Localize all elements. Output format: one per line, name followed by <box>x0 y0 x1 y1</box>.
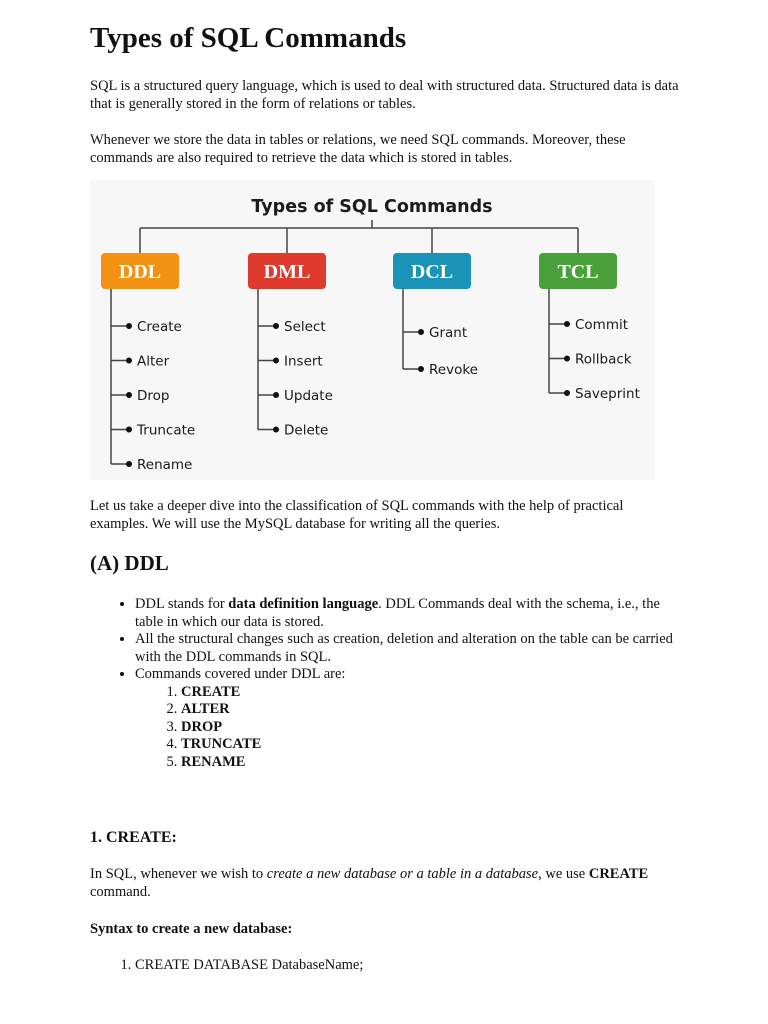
ddl-bullet-dot <box>126 358 132 364</box>
tcl-category-label: TCL <box>557 261 599 283</box>
create-paragraph-italic: create a new database or a table in a database <box>266 866 539 882</box>
ddl-bullet-2: • All the structural changes such as creation, deletion and alteration on the table can be carried with the DDL commands in SQL. <box>135 631 680 666</box>
dcl-category-label: DCL <box>410 261 454 283</box>
ddl-category-label: DDL <box>118 261 162 283</box>
ddl-item-drop: Drop <box>137 388 170 404</box>
create-paragraph-text-end: command. <box>90 883 151 900</box>
ddl-bullet-dot <box>126 323 132 329</box>
ddl-command-item <box>181 754 680 772</box>
ddl-item-rename: Rename <box>137 457 193 473</box>
ddl-bullet-list <box>90 596 680 771</box>
syntax-code-line: 1. CREATE DATABASE DatabaseName; <box>135 957 363 975</box>
tcl-bullet-dot <box>564 321 570 327</box>
create-paragraph <box>90 866 680 901</box>
dml-item-insert: Insert <box>284 353 323 370</box>
ddl-commands-list <box>135 684 680 772</box>
intro-paragraph-2: Whenever we store the data in tables or relations, we need SQL commands. Moreover, these commands are also required to retrieve the data which is stored in tables. <box>90 132 626 166</box>
ddl-item-alter: Alter <box>137 353 170 370</box>
ddl-bullet-1-text: DDL stands for <box>135 596 229 612</box>
create-paragraph-bold: CREATE <box>588 866 649 882</box>
syntax-label: Syntax to create a new database: <box>90 921 293 937</box>
ddl-command-label: ALTER <box>181 701 230 717</box>
ddl-command-label: TRUNCATE <box>181 736 262 752</box>
ddl-command-item <box>181 701 680 719</box>
dml-category-label: DML <box>263 261 311 283</box>
dcl-item-grant: Grant <box>429 325 468 341</box>
dcl-item-revoke: Revoke <box>429 362 478 378</box>
tcl-bullet-dot <box>564 356 570 362</box>
tcl-item-rollback: Rollback <box>575 351 632 368</box>
ddl-command-label: CREATE <box>181 683 241 700</box>
dml-bullet-dot <box>273 358 279 364</box>
syntax-code-list <box>90 957 363 975</box>
ddl-bullet-dot <box>126 461 132 467</box>
ddl-bullet-dot <box>126 392 132 398</box>
ddl-command-label: RENAME <box>181 753 246 770</box>
dml-item-update: Update <box>284 388 333 404</box>
dcl-bullet-dot <box>418 329 424 335</box>
create-paragraph-text: In SQL, whenever we wish to <box>90 866 267 882</box>
intro-paragraph-1: SQL is a structured query language, which is used to deal with structured data. Structured data is data that is generally stored in the form of relations or tables. <box>90 78 679 112</box>
page-title: Types of SQL Commands <box>90 22 407 54</box>
ddl-bullet-dot <box>126 427 132 433</box>
ddl-bullet-3-text: Commands covered under DDL are: <box>135 666 346 682</box>
ddl-item-create: Create <box>137 319 182 335</box>
create-paragraph-text-mid: , we use <box>538 866 589 882</box>
dml-bullet-dot <box>273 427 279 433</box>
ddl-command-item <box>181 719 680 737</box>
ddl-command-item <box>181 736 680 754</box>
tcl-item-saveprint: Saveprint <box>575 386 640 402</box>
dml-bullet-dot <box>273 392 279 398</box>
section-ddl-heading: (A) DDL <box>90 551 169 575</box>
ddl-bullet-1-text-end: . DDL Commands deal with the schema, i.e., the table in which our data is stored. <box>135 596 660 630</box>
deeper-dive-paragraph: Let us take a deeper dive into the classification of SQL commands with the help of practical examples. We will use the MySQL database for writing all the queries. <box>90 498 624 532</box>
ddl-bullet-3 <box>135 666 680 771</box>
ddl-bullet-1-bold: data definition language <box>228 596 379 612</box>
ddl-command-label: DROP <box>181 718 223 735</box>
dcl-bullet-dot <box>418 366 424 372</box>
ddl-command-item <box>181 684 680 702</box>
create-section-heading: 1. CREATE: <box>90 829 177 846</box>
dml-item-select: Select <box>284 319 326 335</box>
diagram-title: Types of SQL Commands <box>251 197 493 217</box>
tcl-item-commit: Commit <box>575 317 629 333</box>
ddl-item-truncate: Truncate <box>137 422 196 439</box>
sql-command-types-diagram <box>90 180 655 480</box>
tcl-bullet-dot <box>564 390 570 396</box>
dml-item-delete: Delete <box>284 422 329 439</box>
ddl-bullet-1 <box>135 596 680 631</box>
dml-bullet-dot <box>273 323 279 329</box>
